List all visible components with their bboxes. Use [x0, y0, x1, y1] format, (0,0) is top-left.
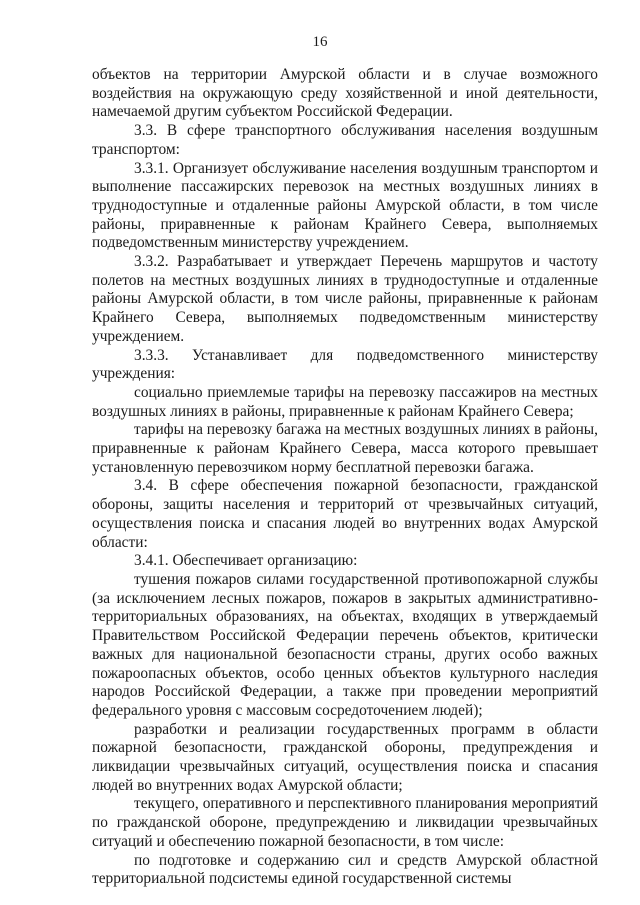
- paragraph: 3.3. В сфере транспортного обслуживания населения воздушным транспортом:: [92, 122, 598, 158]
- paragraph: тарифы на перевозку багажа на местных воздушных линиях в районы, приравненные к районам Крайнего Севера, масса которого превышает установленную перевозчиком норму бесплатной перевозки багажа.: [92, 421, 598, 476]
- paragraph: разработки и реализации государственных программ в области пожарной безопасности, гражданской обороны, предупреждения и ликвидации чрезвычайных ситуаций, осуществления поиска и спасания людей во внутренних водах Амурской области;: [92, 720, 598, 794]
- paragraph: 3.4. В сфере обеспечения пожарной безопасности, гражданской обороны, защиты населения и территорий от чрезвычайных ситуаций, осуществления поиска и спасания людей во внутренних водах Амурской области:: [92, 477, 598, 551]
- paragraph: тушения пожаров силами государственной противопожарной службы (за исключением лесных пожаров, пожаров в закрытых административно-территориальных образованиях, на объектах, входящих в утверждаемый Правительством Российской Федерации перечень объектов, критически важных для национальной безопасности страны, других особо важных пожароопасных объектов, особо ценных объектов культурного наследия народов Российской Федерации, а также при проведении мероприятий федерального уровня с массовым сосредоточением людей);: [92, 570, 598, 719]
- paragraph: 3.3.3. Устанавливает для подведомственного министерству учреждения:: [92, 346, 598, 383]
- paragraph: 3.3.1. Организует обслуживание населения воздушным транспортом и выполнение пассажирских перевозок на местных воздушных линиях в труднодоступные и отдаленные районы Амурской области, в том числе районы, приравненные к районам Крайнего Севера, выполняемых подведомственным министерству учреждением.: [92, 159, 598, 252]
- paragraph: текущего, оперативного и перспективного планирования мероприятий по гражданской обороне, предупреждению и ликвидации чрезвычайных ситуаций и обеспечению пожарной безопасности, в том числе:: [92, 795, 598, 850]
- page-number: 16: [312, 34, 328, 50]
- paragraph: объектов на территории Амурской области и в случае возможного воздействия на окружающую среду хозяйственной и иной деятельности, намечаемой другим субъектом Российской Федерации.: [92, 66, 598, 121]
- paragraph: социально приемлемые тарифы на перевозку пассажиров на местных воздушных линиях в районы, приравненные к районам Крайнего Севера;: [92, 383, 598, 420]
- paragraph: 3.4.1. Обеспечивает организацию:: [134, 552, 358, 570]
- document-body: [92, 66, 598, 889]
- paragraph: 3.3.2. Разрабатывает и утверждает Перечень маршрутов и частоту полетов на местных воздушных линиях в труднодоступные и отдаленные районы Амурской области, в том числе районы, приравненные к районам Крайнего Севера, выполняемых подведомственным министерству учреждением.: [92, 253, 598, 345]
- paragraph: по подготовке и содержанию сил и средств Амурской областной территориальной подсистемы единой государственной системы: [92, 851, 598, 888]
